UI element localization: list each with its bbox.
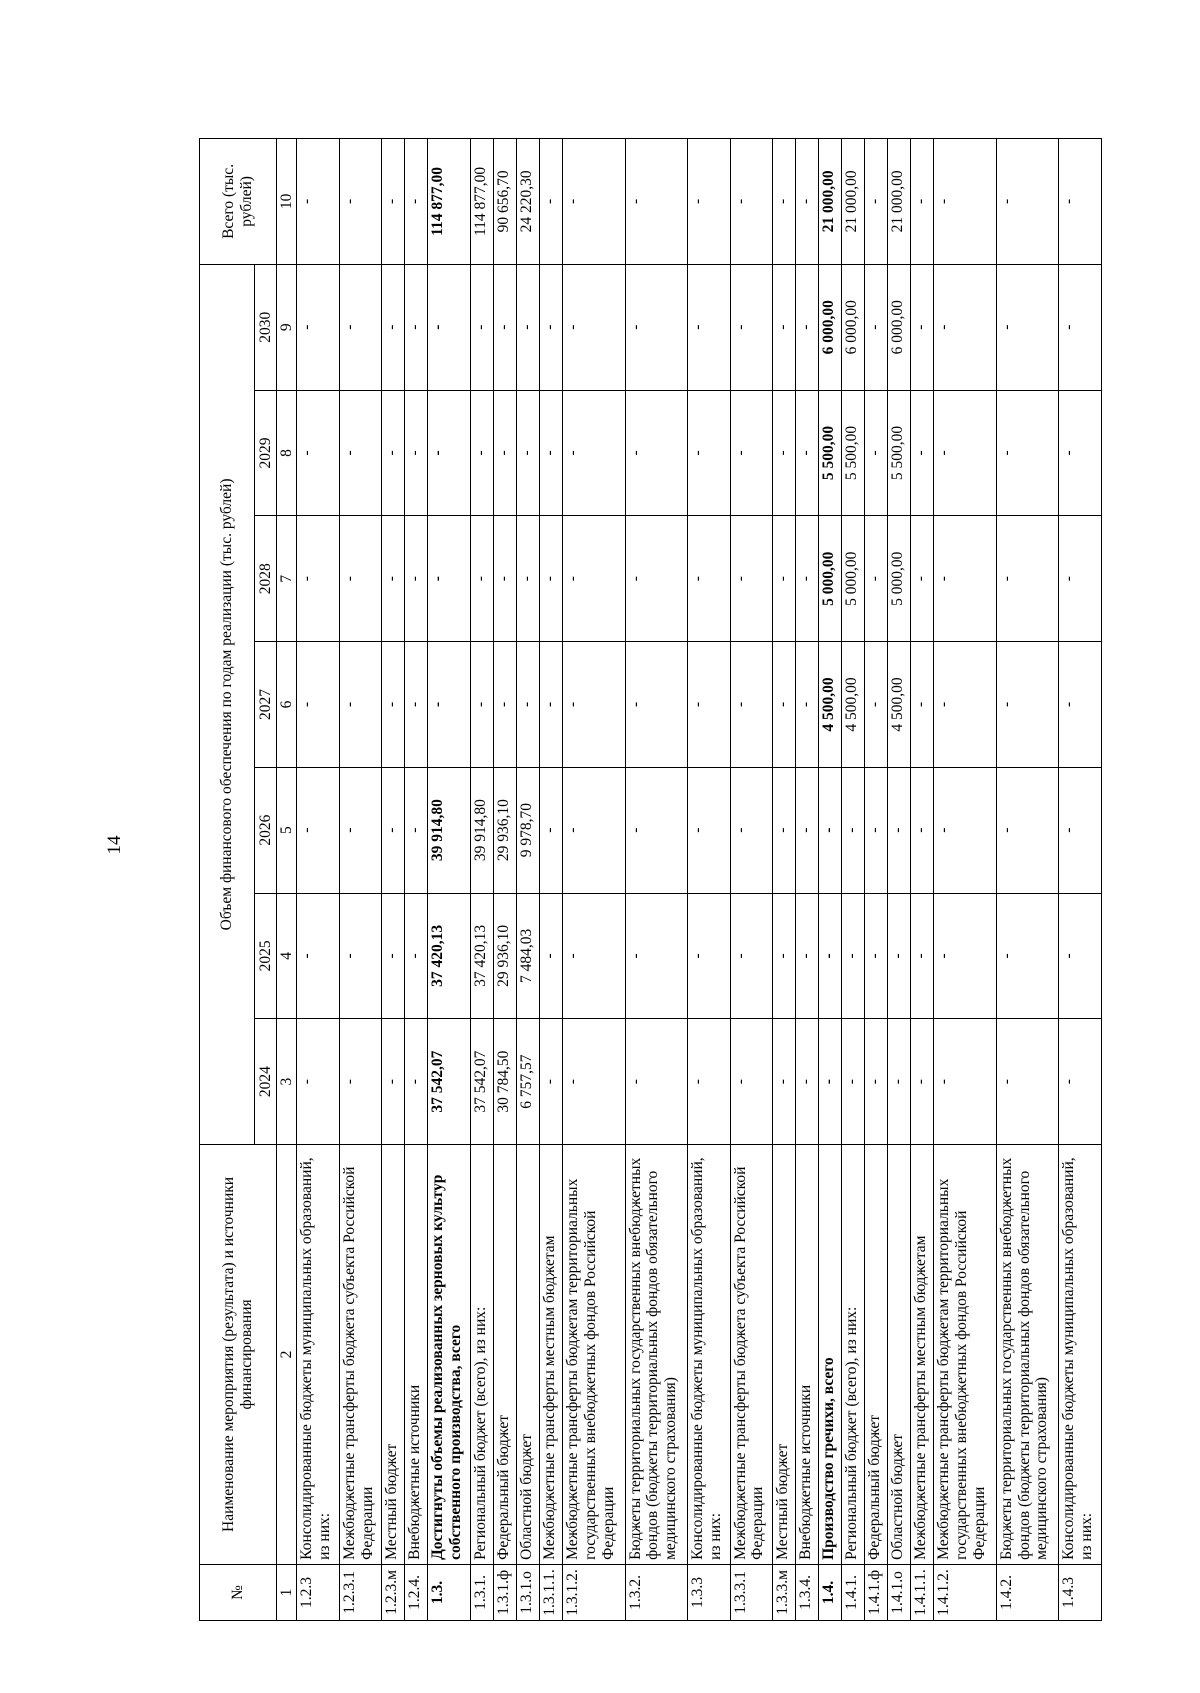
row-year-value: -	[819, 1019, 842, 1145]
column-number: 1	[277, 1564, 297, 1620]
row-year-value: -	[494, 390, 517, 516]
row-year-value: -	[996, 767, 1058, 893]
row-total-value: -	[1059, 139, 1102, 265]
row-total-value: -	[405, 139, 428, 265]
row-year-value: -	[563, 642, 625, 768]
row-year-value: -	[934, 264, 996, 390]
table-row	[865, 139, 888, 1621]
header-year: 2024	[255, 1019, 277, 1145]
row-year-value: -	[687, 516, 730, 642]
row-number: 1.3.1.2.	[563, 1564, 625, 1620]
table-row	[819, 139, 842, 1621]
column-number: 8	[277, 390, 297, 516]
row-name: Федеральный бюджет	[494, 1145, 517, 1565]
row-number: 1.3.3	[687, 1564, 730, 1620]
table-row	[563, 139, 625, 1621]
header-year: 2025	[255, 893, 277, 1019]
row-year-value: -	[517, 390, 540, 516]
row-year-value: 5 000,00	[842, 516, 865, 642]
column-number: 7	[277, 516, 297, 642]
row-year-value: -	[996, 516, 1058, 642]
row-name: Межбюджетные трансферты бюджета субъекта Российской Федерации	[339, 1145, 382, 1565]
table-row	[382, 139, 405, 1621]
row-number: 1.3.1.1.	[540, 1564, 563, 1620]
row-total-value: -	[339, 139, 382, 265]
row-year-value: -	[625, 264, 687, 390]
row-year-value: -	[819, 893, 842, 1019]
table-row	[339, 139, 382, 1621]
row-year-value: -	[540, 642, 563, 768]
row-name: Межбюджетные трансферты бюджета субъекта Российской Федерации	[730, 1145, 773, 1565]
row-name: Производство гречихи, всего	[819, 1145, 842, 1565]
column-number: 2	[277, 1145, 297, 1565]
row-year-value: -	[540, 390, 563, 516]
row-year-value: -	[471, 264, 494, 390]
row-number: 1.3.3.м	[773, 1564, 796, 1620]
row-year-value: -	[382, 1019, 405, 1145]
row-year-value: -	[382, 390, 405, 516]
row-year-value: -	[934, 516, 996, 642]
row-number: 1.4.	[819, 1564, 842, 1620]
header-year: 2029	[255, 390, 277, 516]
row-year-value: -	[625, 767, 687, 893]
row-year-value: -	[996, 642, 1058, 768]
row-year-value: -	[796, 1019, 819, 1145]
row-number: 1.3.1.	[471, 1564, 494, 1620]
row-year-value: -	[934, 1019, 996, 1145]
row-total-value: -	[625, 139, 687, 265]
row-year-value: -	[796, 767, 819, 893]
row-year-value: -	[996, 893, 1058, 1019]
row-year-value: -	[773, 893, 796, 1019]
row-name: Межбюджетные трансферты бюджетам территориальных государственных внебюджетных фондов Российской Федерации	[934, 1145, 996, 1565]
row-name: Бюджеты территориальных государственных внебюджетных фондов (бюджеты территориальных фондов обязательного медицинского страхования)	[996, 1145, 1058, 1565]
row-year-value: -	[563, 390, 625, 516]
row-total-value: -	[796, 139, 819, 265]
row-total-value: 21 000,00	[842, 139, 865, 265]
row-number: 1.2.3	[297, 1564, 340, 1620]
row-name: Консолидированные бюджеты муниципальных образований, из них:	[1059, 1145, 1102, 1565]
row-year-value: -	[382, 516, 405, 642]
row-year-value: -	[865, 642, 888, 768]
row-year-value: -	[563, 516, 625, 642]
row-year-value: -	[1059, 264, 1102, 390]
table-row	[1059, 139, 1102, 1621]
row-total-value: 114 877,00	[471, 139, 494, 265]
row-year-value: 4 500,00	[842, 642, 865, 768]
row-year-value: 6 757,57	[517, 1019, 540, 1145]
row-year-value: -	[563, 767, 625, 893]
row-year-value: -	[730, 516, 773, 642]
row-total-value: -	[996, 139, 1058, 265]
row-year-value: -	[796, 642, 819, 768]
row-year-value: -	[471, 516, 494, 642]
row-year-value: 7 484,03	[517, 893, 540, 1019]
table-row	[934, 139, 996, 1621]
row-year-value: 39 914,80	[428, 767, 471, 893]
row-year-value: -	[339, 893, 382, 1019]
row-year-value: -	[405, 1019, 428, 1145]
row-year-value: -	[996, 1019, 1058, 1145]
row-name: Бюджеты территориальных государственных внебюджетных фондов (бюджеты территориальных фондов обязательного медицинского страхования)	[625, 1145, 687, 1565]
row-year-value: -	[730, 390, 773, 516]
row-year-value: -	[494, 264, 517, 390]
row-year-value: -	[297, 1019, 340, 1145]
row-year-value: -	[297, 767, 340, 893]
row-name: Межбюджетные трансферты бюджетам территориальных государственных внебюджетных фондов Российской Федерации	[563, 1145, 625, 1565]
row-number: 1.4.2.	[996, 1564, 1058, 1620]
row-year-value: -	[865, 767, 888, 893]
row-year-value: -	[563, 893, 625, 1019]
table-row	[297, 139, 340, 1621]
row-year-value: -	[888, 767, 911, 893]
row-year-value: -	[796, 893, 819, 1019]
row-name: Федеральный бюджет	[865, 1145, 888, 1565]
row-total-value: -	[865, 139, 888, 265]
row-year-value: -	[865, 516, 888, 642]
row-year-value: -	[842, 767, 865, 893]
table-row	[730, 139, 773, 1621]
row-year-value: -	[297, 893, 340, 1019]
row-year-value: -	[405, 893, 428, 1019]
row-year-value: -	[405, 642, 428, 768]
table-row	[687, 139, 730, 1621]
row-number: 1.4.1.о	[888, 1564, 911, 1620]
row-number: 1.3.3.1	[730, 1564, 773, 1620]
row-year-value: -	[297, 642, 340, 768]
row-total-value: 114 877,00	[428, 139, 471, 265]
row-number: 1.2.4.	[405, 1564, 428, 1620]
row-year-value: -	[297, 264, 340, 390]
row-year-value: -	[1059, 893, 1102, 1019]
row-year-value: -	[911, 390, 934, 516]
row-year-value: 6 000,00	[819, 264, 842, 390]
row-year-value: -	[796, 264, 819, 390]
row-year-value: -	[563, 1019, 625, 1145]
table-row	[625, 139, 687, 1621]
row-year-value: -	[773, 516, 796, 642]
row-year-value: 5 500,00	[842, 390, 865, 516]
row-name: Межбюджетные трансферты местным бюджетам	[540, 1145, 563, 1565]
header-year: 2026	[255, 767, 277, 893]
row-year-value: -	[339, 1019, 382, 1145]
row-year-value: 6 000,00	[842, 264, 865, 390]
row-year-value: -	[540, 767, 563, 893]
row-year-value: -	[773, 642, 796, 768]
row-year-value: -	[934, 390, 996, 516]
row-year-value: -	[687, 642, 730, 768]
row-year-value: -	[339, 516, 382, 642]
row-name: Областной бюджет	[517, 1145, 540, 1565]
row-year-value: -	[405, 767, 428, 893]
row-year-value: -	[494, 516, 517, 642]
row-name: Консолидированные бюджеты муниципальных образований, из них:	[687, 1145, 730, 1565]
table-row	[996, 139, 1058, 1621]
row-total-value: -	[773, 139, 796, 265]
row-year-value: -	[339, 642, 382, 768]
row-year-value: -	[911, 642, 934, 768]
row-year-value: -	[819, 767, 842, 893]
header-no: №	[200, 1564, 277, 1620]
row-year-value: -	[1059, 390, 1102, 516]
row-year-value: -	[865, 390, 888, 516]
row-year-value: -	[1059, 767, 1102, 893]
header-year: 2028	[255, 516, 277, 642]
row-total-value: -	[687, 139, 730, 265]
row-year-value: -	[517, 264, 540, 390]
row-number: 1.4.1.1.	[911, 1564, 934, 1620]
row-year-value: 4 500,00	[819, 642, 842, 768]
row-year-value: 4 500,00	[888, 642, 911, 768]
row-year-value: -	[911, 893, 934, 1019]
column-number: 3	[277, 1019, 297, 1145]
table-header	[200, 139, 297, 1621]
row-year-value: -	[865, 264, 888, 390]
column-number: 6	[277, 642, 297, 768]
row-year-value: 29 936,10	[494, 767, 517, 893]
row-year-value: -	[471, 642, 494, 768]
row-year-value: 5 500,00	[819, 390, 842, 516]
row-total-value: -	[563, 139, 625, 265]
row-year-value: 5 000,00	[888, 516, 911, 642]
row-total-value: 21 000,00	[888, 139, 911, 265]
row-year-value: -	[405, 264, 428, 390]
row-total-value: -	[382, 139, 405, 265]
row-year-value: -	[540, 264, 563, 390]
row-year-value: -	[730, 1019, 773, 1145]
row-year-value: -	[1059, 642, 1102, 768]
row-year-value: -	[625, 893, 687, 1019]
header-name: Наименование мероприятия (результата) и источники финансирования	[200, 1145, 277, 1565]
row-year-value: -	[382, 264, 405, 390]
column-number: 4	[277, 893, 297, 1019]
row-year-value: -	[888, 893, 911, 1019]
row-year-value: -	[382, 893, 405, 1019]
row-year-value: -	[687, 767, 730, 893]
row-year-value: -	[934, 767, 996, 893]
column-number: 9	[277, 264, 297, 390]
row-year-value: 30 784,50	[494, 1019, 517, 1145]
column-number: 10	[277, 139, 297, 265]
row-year-value: -	[1059, 1019, 1102, 1145]
table-row	[517, 139, 540, 1621]
row-year-value: 37 420,13	[471, 893, 494, 1019]
row-year-value: 6 000,00	[888, 264, 911, 390]
row-year-value: -	[428, 264, 471, 390]
row-year-value: -	[888, 1019, 911, 1145]
row-year-value: -	[687, 264, 730, 390]
page-number: 14	[104, 835, 125, 855]
row-year-value: -	[382, 767, 405, 893]
row-year-value: -	[730, 264, 773, 390]
table-row	[428, 139, 471, 1621]
row-year-value: -	[428, 642, 471, 768]
row-year-value: -	[428, 390, 471, 516]
header-year: 2027	[255, 642, 277, 768]
row-year-value: 37 542,07	[471, 1019, 494, 1145]
row-name: Консолидированные бюджеты муниципальных образований, из них:	[297, 1145, 340, 1565]
row-year-value: 5 000,00	[819, 516, 842, 642]
table-row	[471, 139, 494, 1621]
row-year-value: -	[339, 390, 382, 516]
row-name: Областной бюджет	[888, 1145, 911, 1565]
row-year-value: -	[730, 767, 773, 893]
row-number: 1.3.2.	[625, 1564, 687, 1620]
row-number: 1.4.3	[1059, 1564, 1102, 1620]
row-total-value: 21 000,00	[819, 139, 842, 265]
row-year-value: -	[730, 642, 773, 768]
row-year-value: -	[796, 516, 819, 642]
row-year-value: -	[540, 893, 563, 1019]
column-number: 5	[277, 767, 297, 893]
row-year-value: -	[934, 642, 996, 768]
row-year-value: -	[339, 767, 382, 893]
row-year-value: -	[339, 264, 382, 390]
table-body	[297, 139, 1102, 1621]
header-year: 2030	[255, 264, 277, 390]
table-row	[796, 139, 819, 1621]
row-total-value: -	[911, 139, 934, 265]
table-row	[888, 139, 911, 1621]
row-number: 1.4.1.	[842, 1564, 865, 1620]
row-name: Региональный бюджет (всего), из них:	[471, 1145, 494, 1565]
row-total-value: -	[540, 139, 563, 265]
table-row	[773, 139, 796, 1621]
row-year-value: -	[687, 1019, 730, 1145]
row-year-value: 29 936,10	[494, 893, 517, 1019]
row-year-value: -	[540, 1019, 563, 1145]
row-year-value: -	[842, 893, 865, 1019]
row-year-value: -	[911, 516, 934, 642]
row-year-value: 37 542,07	[428, 1019, 471, 1145]
row-total-value: -	[297, 139, 340, 265]
row-number: 1.3.1.ф	[494, 1564, 517, 1620]
row-year-value: -	[796, 390, 819, 516]
row-year-value: -	[773, 264, 796, 390]
row-year-value: -	[563, 264, 625, 390]
row-year-value: -	[911, 1019, 934, 1145]
row-name: Региональный бюджет (всего), из них:	[842, 1145, 865, 1565]
row-number: 1.4.1.2.	[934, 1564, 996, 1620]
row-year-value: -	[911, 264, 934, 390]
row-number: 1.2.3.м	[382, 1564, 405, 1620]
row-total-value: 24 220,30	[517, 139, 540, 265]
row-name: Местный бюджет	[773, 1145, 796, 1565]
row-year-value: -	[625, 516, 687, 642]
row-year-value: -	[405, 390, 428, 516]
row-year-value: -	[428, 516, 471, 642]
row-year-value: -	[911, 767, 934, 893]
row-year-value: -	[471, 390, 494, 516]
row-year-value: -	[865, 1019, 888, 1145]
row-year-value: -	[1059, 516, 1102, 642]
row-total-value: 90 656,70	[494, 139, 517, 265]
row-year-value: 39 914,80	[471, 767, 494, 893]
row-name: Внебюджетные источники	[796, 1145, 819, 1565]
row-year-value: -	[517, 516, 540, 642]
row-year-value: -	[934, 893, 996, 1019]
table-row	[911, 139, 934, 1621]
row-year-value: -	[540, 516, 563, 642]
financing-table	[199, 138, 1102, 1621]
row-year-value: 5 500,00	[888, 390, 911, 516]
row-total-value: -	[730, 139, 773, 265]
row-year-value: -	[865, 893, 888, 1019]
row-year-value: -	[996, 390, 1058, 516]
row-year-value: -	[996, 264, 1058, 390]
row-year-value: -	[687, 390, 730, 516]
table-row	[540, 139, 563, 1621]
row-name: Местный бюджет	[382, 1145, 405, 1565]
row-number: 1.3.4.	[796, 1564, 819, 1620]
table-row	[842, 139, 865, 1621]
row-number: 1.2.3.1	[339, 1564, 382, 1620]
table-row	[405, 139, 428, 1621]
row-year-value: -	[625, 1019, 687, 1145]
table-row	[494, 139, 517, 1621]
row-year-value: -	[730, 893, 773, 1019]
row-number: 1.4.1.ф	[865, 1564, 888, 1620]
row-year-value: -	[405, 516, 428, 642]
row-year-value: -	[773, 390, 796, 516]
row-year-value: -	[773, 767, 796, 893]
row-year-value: -	[687, 893, 730, 1019]
row-year-value: -	[773, 1019, 796, 1145]
row-year-value: -	[382, 642, 405, 768]
row-year-value: -	[297, 390, 340, 516]
row-year-value: -	[625, 642, 687, 768]
row-total-value: -	[934, 139, 996, 265]
row-number: 1.3.	[428, 1564, 471, 1620]
header-group: Объем финансового обеспечения по годам реализации (тыс. рублей)	[200, 264, 255, 1144]
row-year-value: -	[494, 642, 517, 768]
row-year-value: -	[842, 1019, 865, 1145]
row-year-value: 37 420,13	[428, 893, 471, 1019]
row-year-value: -	[297, 516, 340, 642]
row-year-value: -	[517, 642, 540, 768]
row-name: Внебюджетные источники	[405, 1145, 428, 1565]
row-year-value: -	[625, 390, 687, 516]
row-number: 1.3.1.о	[517, 1564, 540, 1620]
row-year-value: 9 978,70	[517, 767, 540, 893]
row-name: Достигнуты объемы реализованных зерновых культур собственного производства, всего	[428, 1145, 471, 1565]
header-total: Всего (тыс. рублей)	[200, 139, 277, 265]
row-name: Межбюджетные трансферты местным бюджетам	[911, 1145, 934, 1565]
document-rotated-container	[199, 138, 1102, 1621]
